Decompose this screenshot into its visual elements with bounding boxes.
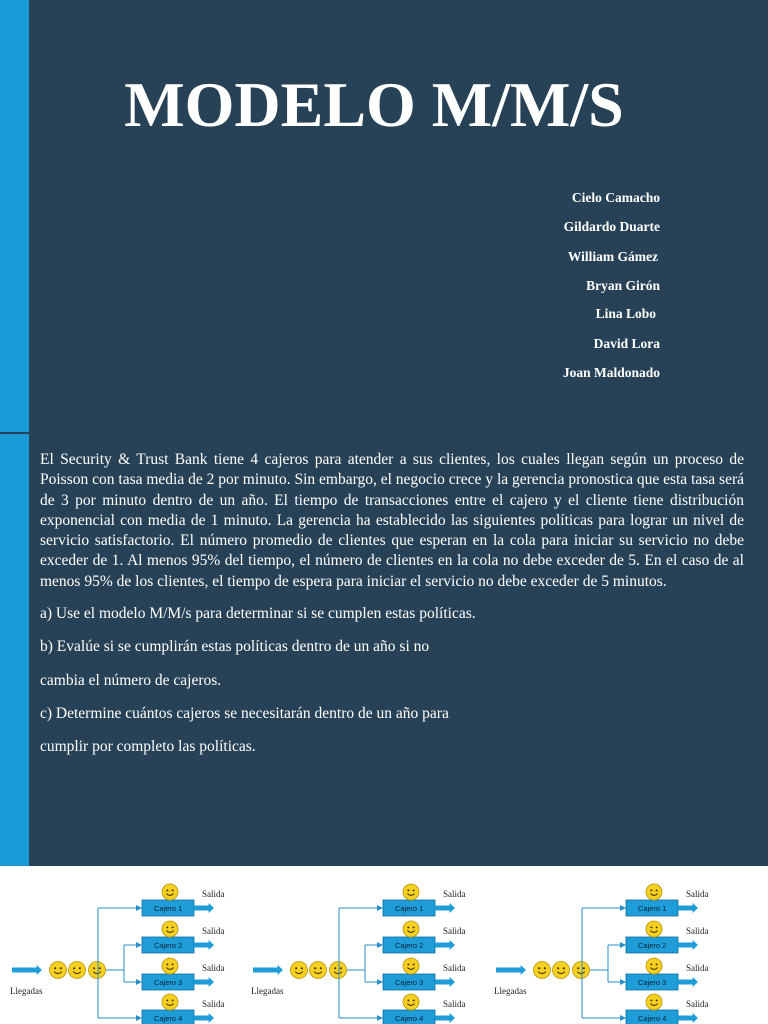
branch-arrowhead: [620, 979, 626, 985]
customer-icon: [646, 884, 662, 900]
customer-icon: [403, 884, 419, 900]
exit-label: Salida: [443, 889, 466, 899]
exit-label: Salida: [686, 999, 709, 1009]
customer-icon: [291, 962, 308, 979]
exit-arrow: [194, 903, 214, 913]
exit-arrow: [435, 903, 455, 913]
question-b: b) Evalúe si se cumplirán estas políticas dentro de un año si no: [40, 638, 430, 656]
queue-diagram: [484, 866, 712, 1024]
teller-box: [626, 937, 678, 953]
branch-arrowhead: [620, 942, 626, 948]
exit-arrow: [194, 940, 214, 950]
teller-box: [142, 974, 194, 990]
exit-arrow: [435, 940, 455, 950]
exit-label: Salida: [686, 963, 709, 973]
customer-icon: [403, 958, 419, 974]
exit-arrow: [678, 940, 698, 950]
teller-box: [383, 974, 435, 990]
branch-arrowhead: [620, 905, 626, 911]
author-name: Bryan Girón: [586, 278, 660, 293]
customer-icon: [534, 962, 551, 979]
exit-arrow: [678, 1013, 698, 1023]
teller-label: Cajero 2: [638, 941, 667, 950]
author-name: Lina Lobo: [595, 306, 656, 321]
teller-label: Cajero 4: [638, 1014, 667, 1023]
teller-label: Cajero 3: [154, 978, 183, 987]
exit-arrow: [194, 1013, 214, 1023]
author-name: William Gámez: [567, 249, 658, 264]
customer-icon: [646, 958, 662, 974]
branch-arrowhead: [377, 979, 383, 985]
arrivals-label: Llegadas: [494, 986, 527, 996]
slide-title: MODELO M/M/S: [124, 69, 624, 140]
branch-arrowhead: [136, 942, 142, 948]
author-name: Joan Maldonado: [562, 365, 660, 380]
branch-arrowhead: [136, 979, 142, 985]
queue-diagram-svg: [0, 866, 238, 1024]
teller-label: Cajero 1: [154, 904, 183, 913]
customer-icon: [553, 962, 570, 979]
branch-arrowhead: [377, 1015, 383, 1021]
exit-label: Salida: [443, 926, 466, 936]
arrivals-arrow: [253, 965, 283, 975]
exit-label: Salida: [443, 963, 466, 973]
author-name: Gildardo Duarte: [563, 219, 660, 234]
teller-label: Cajero 1: [638, 904, 667, 913]
teller-label: Cajero 4: [395, 1014, 424, 1023]
teller-label: Cajero 2: [395, 941, 424, 950]
teller-box: [142, 937, 194, 953]
exit-label: Salida: [202, 926, 225, 936]
customer-icon: [310, 962, 327, 979]
queue-diagram-svg: [484, 866, 712, 1024]
teller-label: Cajero 4: [154, 1014, 183, 1023]
branch-arrowhead: [620, 1015, 626, 1021]
arrivals-arrow: [12, 965, 42, 975]
customer-icon: [69, 962, 86, 979]
customer-icon: [330, 962, 347, 979]
teller-box: [142, 900, 194, 916]
problem-text: [40, 450, 744, 758]
teller-box: [626, 974, 678, 990]
question-a: a) Use el modelo M/M/s para determinar si se cumplen estas políticas.: [40, 605, 476, 623]
teller-label: Cajero 1: [395, 904, 424, 913]
branch-arrowhead: [136, 1015, 142, 1021]
exit-label: Salida: [202, 889, 225, 899]
teller-box: [142, 1010, 194, 1024]
teller-box: [626, 900, 678, 916]
arrivals-label: Llegadas: [251, 986, 284, 996]
customer-icon: [646, 921, 662, 937]
author-name: Cielo Camacho: [571, 190, 660, 205]
exit-label: Salida: [202, 999, 225, 1009]
question-c: c) Determine cuántos cajeros se necesitarán dentro de un año para: [40, 704, 449, 722]
arrivals-arrow: [496, 965, 526, 975]
exit-label: Salida: [443, 999, 466, 1009]
teller-box: [383, 1010, 435, 1024]
accent-bar-top: [0, 0, 29, 432]
customer-icon: [162, 994, 178, 1010]
exit-arrow: [435, 977, 455, 987]
exit-label: Salida: [686, 926, 709, 936]
branch-arrowhead: [136, 905, 142, 911]
customer-icon: [646, 994, 662, 1010]
teller-label: Cajero 3: [638, 978, 667, 987]
branch-arrowhead: [377, 905, 383, 911]
exit-arrow: [678, 903, 698, 913]
teller-box: [383, 937, 435, 953]
exit-label: Salida: [202, 963, 225, 973]
accent-bar-bottom: [0, 434, 29, 866]
queue-diagram: [0, 866, 238, 1024]
customer-icon: [403, 921, 419, 937]
branch-arrowhead: [377, 942, 383, 948]
question-c-cont: cumplir por completo las políticas.: [40, 738, 256, 756]
customer-icon: [50, 962, 67, 979]
author-name: David Lora: [593, 336, 660, 351]
customer-icon: [162, 884, 178, 900]
queue-diagram: [241, 866, 481, 1024]
exit-arrow: [194, 977, 214, 987]
customer-icon: [403, 994, 419, 1010]
exit-label: Salida: [686, 889, 709, 899]
problem-paragraph: El Security & Trust Bank tiene 4 cajeros para atender a sus clientes, los cuales llegan según un proceso de Poisson con tasa media de 2 por minuto. Sin embargo, el negocio crece y la gerencia pronostica que esta tasa será de 3 por minuto dentro de un año. El tiempo de transacciones entre el cajero y el cliente tiene distribución exponencial con media de 1 minuto. La gerencia ha establecido las siguientes políticas para lograr un nivel de servicio satisfactorio. El número promedio de clientes que esperan en la cola para iniciar su servicio no debe exceder de 1. Al menos 95% del tiempo, el número de clientes en la cola no debe exceder de 5. En el caso de al menos 95% de los clientes, el tiempo de espera para iniciar el servicio no debe exceder de 5 minutos.: [40, 451, 744, 590]
customer-icon: [162, 921, 178, 937]
customer-icon: [89, 962, 106, 979]
customer-icon: [573, 962, 590, 979]
exit-arrow: [678, 977, 698, 987]
customer-icon: [162, 958, 178, 974]
queue-diagram-svg: [241, 866, 481, 1024]
teller-box: [383, 900, 435, 916]
teller-label: Cajero 3: [395, 978, 424, 987]
question-b-cont: cambia el número de cajeros.: [40, 671, 222, 689]
teller-label: Cajero 2: [154, 941, 183, 950]
arrivals-label: Llegadas: [10, 986, 43, 996]
teller-box: [626, 1010, 678, 1024]
exit-arrow: [435, 1013, 455, 1023]
